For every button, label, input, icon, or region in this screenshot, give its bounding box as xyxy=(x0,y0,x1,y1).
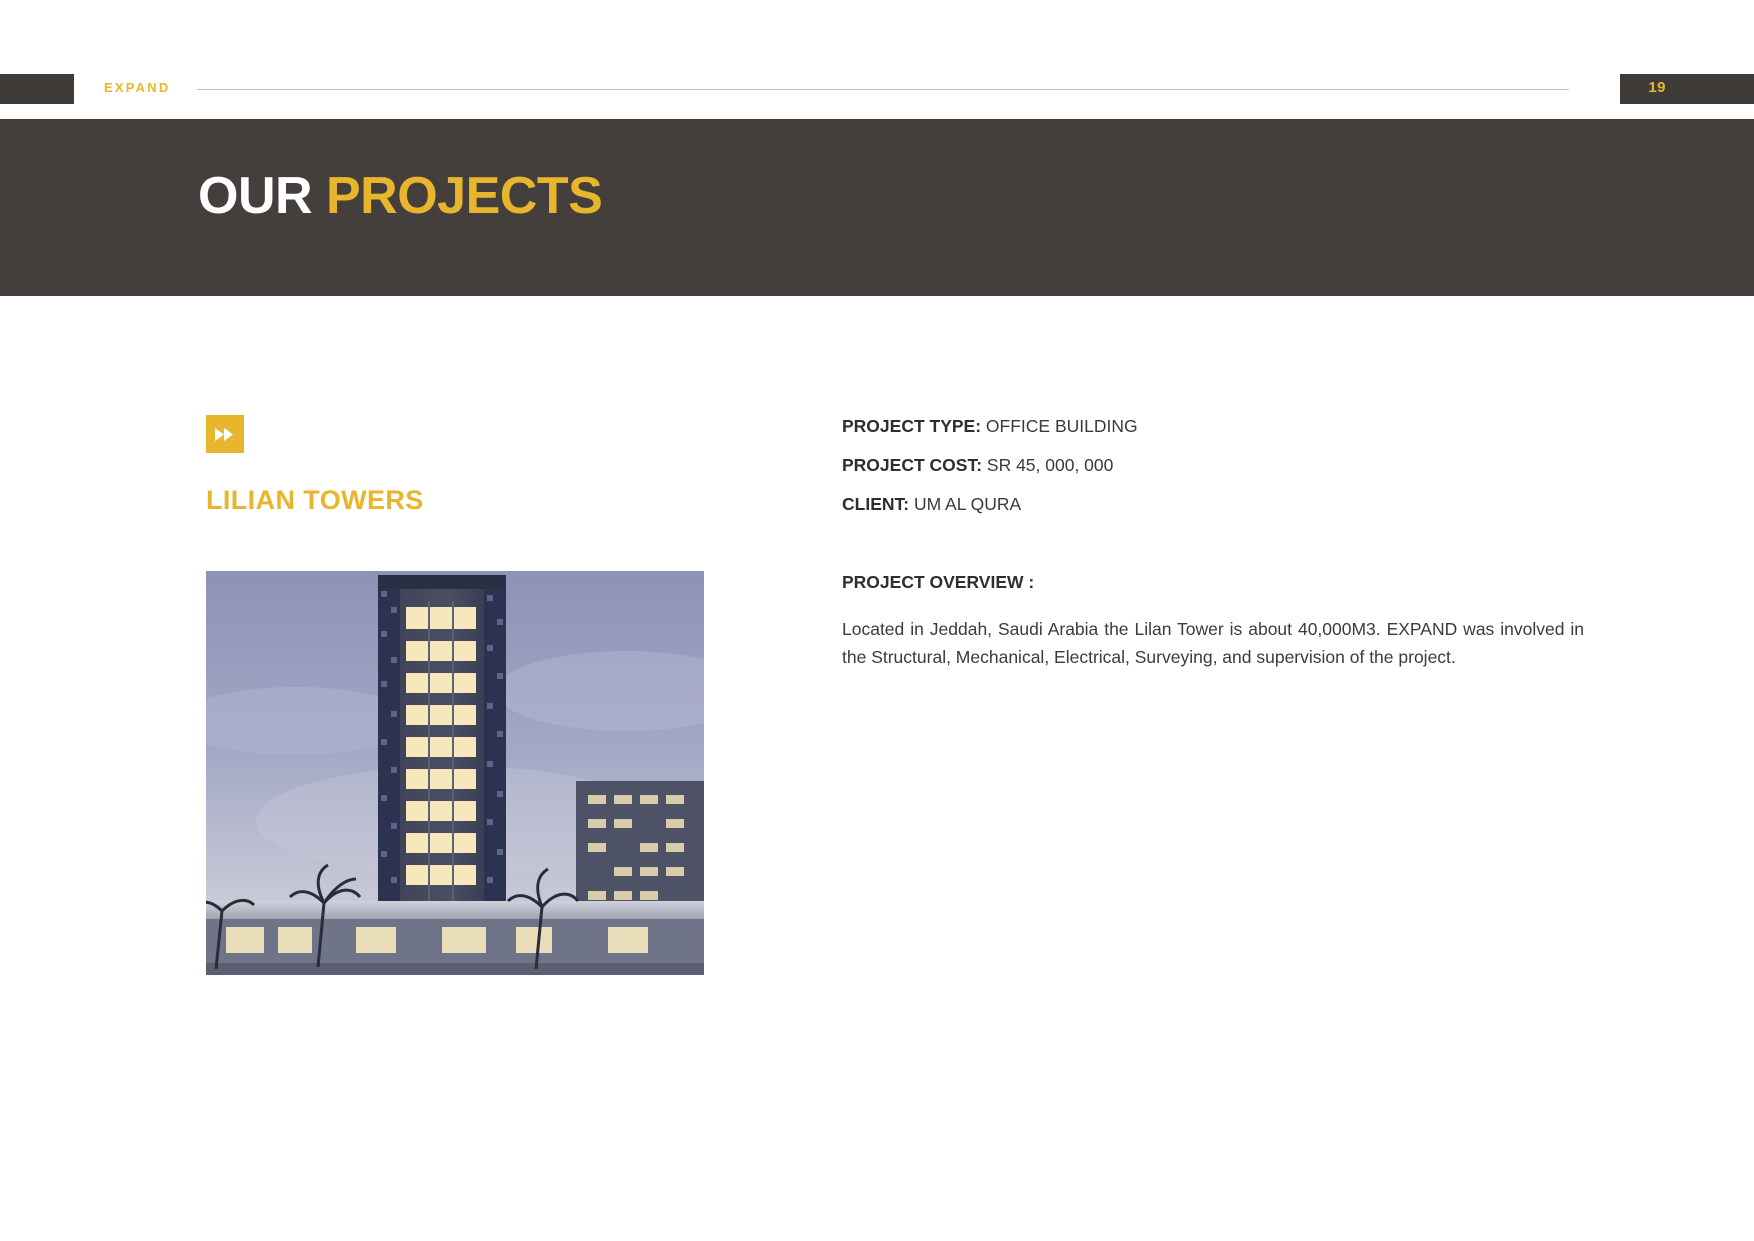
spec-value: OFFICE BUILDING xyxy=(981,416,1138,436)
brand-logo: EXPAND xyxy=(104,80,171,95)
spec-row xyxy=(842,415,1582,438)
page-number-block xyxy=(1620,74,1754,104)
topbar-left-block xyxy=(0,74,74,104)
spec-row xyxy=(842,493,1582,516)
fast-forward-icon xyxy=(206,415,244,453)
project-name: LILIAN TOWERS xyxy=(206,485,424,515)
project-overview-label: PROJECT OVERVIEW : xyxy=(842,572,1035,592)
page-number: 19 xyxy=(1648,79,1666,96)
title-band xyxy=(0,119,1754,296)
spec-row xyxy=(842,454,1582,477)
topbar-divider xyxy=(197,89,1569,90)
spec-value: UM AL QURA xyxy=(909,493,1022,514)
page-title-part1: OUR xyxy=(198,167,326,225)
spec-label: PROJECT COST: xyxy=(842,454,983,475)
spec-value: SR 45, 000, 000 xyxy=(982,454,1114,475)
page-title-part2: PROJECTS xyxy=(326,167,603,225)
spec-label: PROJECT TYPE: xyxy=(842,416,982,436)
page-title xyxy=(198,166,602,226)
project-overview-text: Located in Jeddah, Saudi Arabia the Lilan Tower is about 40,000M3. EXPAND was involved in the Structural, Mechanical, Electrical, Surveying, and supervision of the project. xyxy=(842,619,1584,668)
spec-label: CLIENT: xyxy=(842,493,910,514)
top-bar xyxy=(0,74,1754,104)
project-photo xyxy=(206,571,704,975)
project-specs xyxy=(842,415,1582,531)
